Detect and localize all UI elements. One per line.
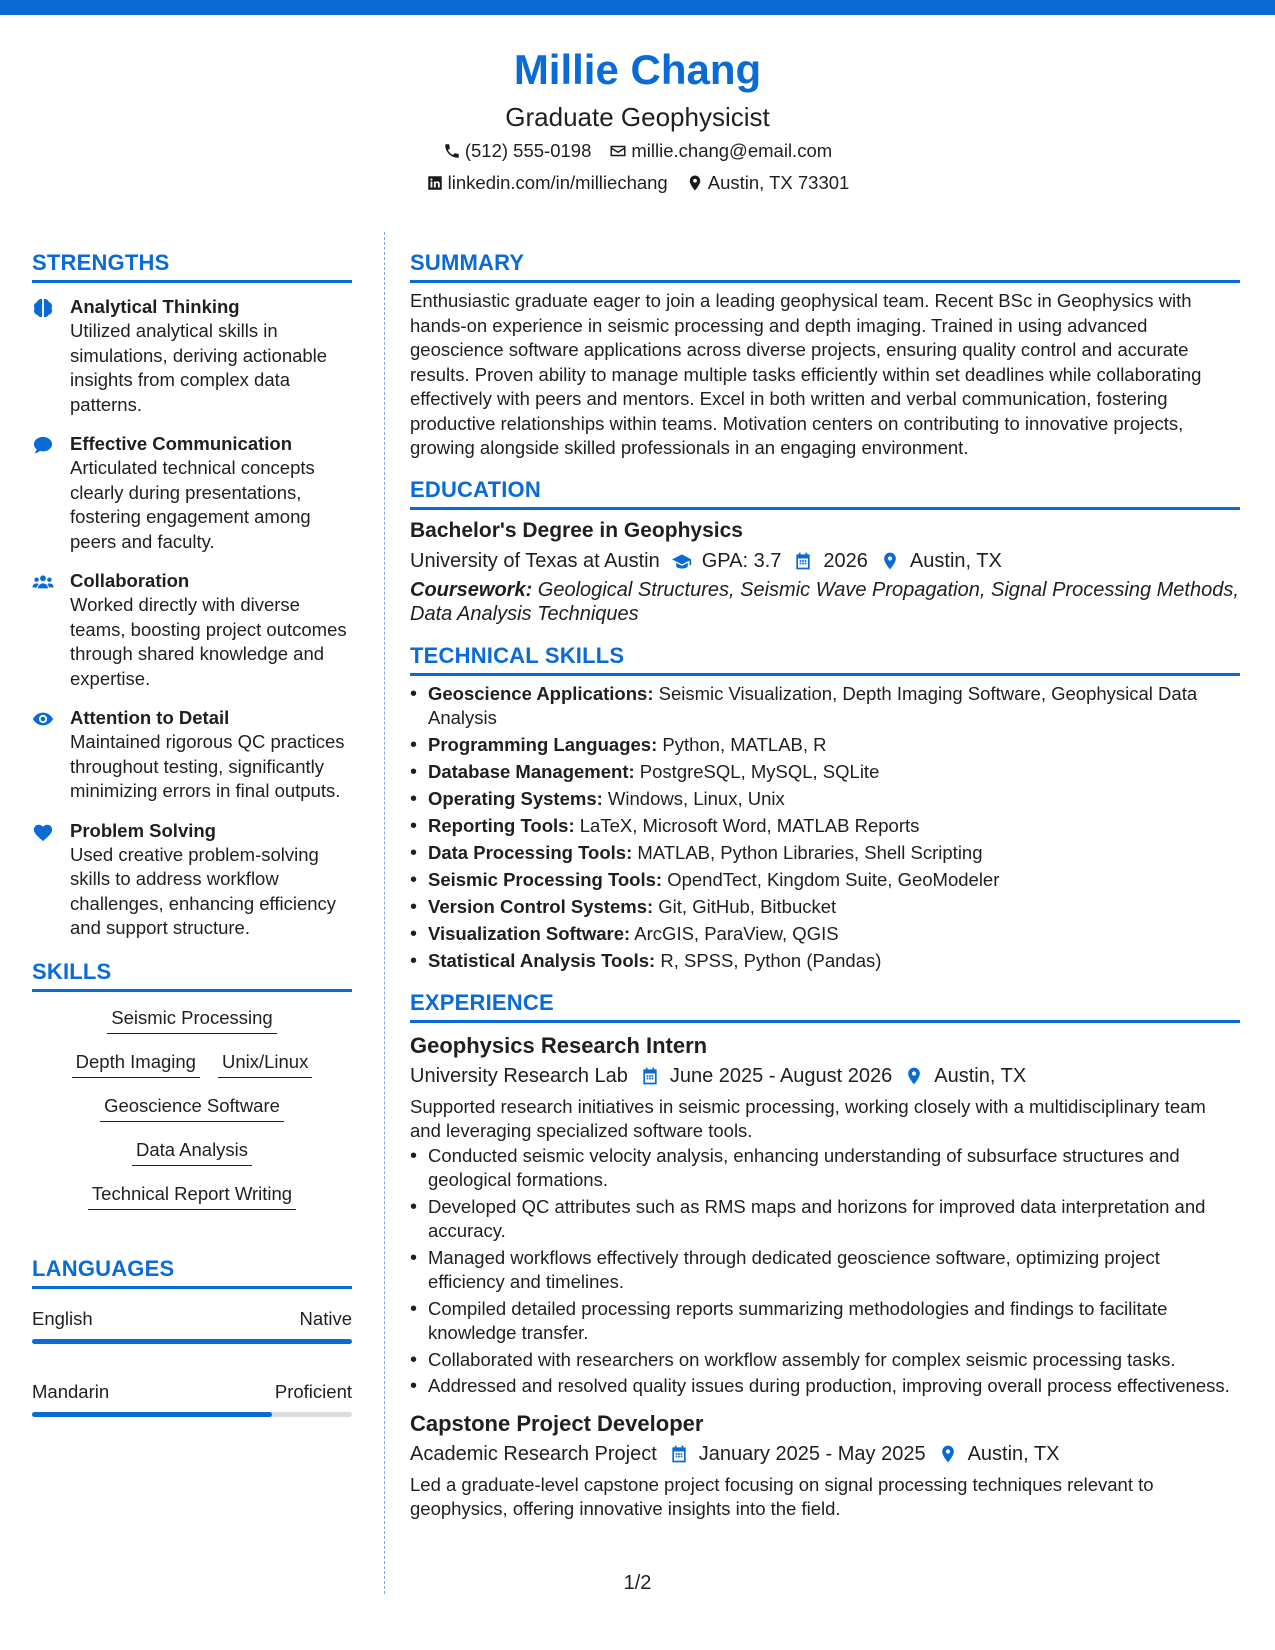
speech-bubble-icon [32,435,54,455]
tech-skill-item [410,949,1240,974]
calendar-icon [640,1066,660,1086]
strengths-list [32,295,352,941]
language-proficiency-bar [32,1339,352,1344]
language-level: Proficient [274,1380,352,1402]
language-level: Native [299,1307,352,1329]
tech-skill-value: Python, MATLAB, R [657,734,827,755]
map-pin-icon [938,1444,958,1464]
tech-skill-value: Git, GitHub, Bitbucket [653,896,837,917]
tech-skill-label: Version Control Systems: [428,896,654,917]
strength-item [32,819,352,941]
tech-skill-label: Programming Languages: [428,734,658,755]
job-meta [410,1439,1240,1469]
calendar-icon [793,551,813,571]
graduation-cap-icon [672,551,692,571]
job-bullets [410,1144,1240,1399]
contact-row-2 [0,168,1275,198]
experience-heading: EXPERIENCE [410,988,1240,1023]
skill-chip: Seismic Processing [107,1006,276,1034]
job-bullet: • Compiled detailed processing reports summarizing methodologies and findings to facilitate knowledge transfer. [410,1297,1240,1346]
tech-skill-item [410,868,1240,893]
degree-title: Bachelor's Degree in Geophysics [410,518,743,542]
job-summary: Led a graduate-level capstone project focusing on signal processing techniques relevant to geophysics, offering innovative insights into the field. [410,1473,1154,1519]
tech-skill-item [410,895,1240,920]
tech-skill-value: Seismic Visualization, Depth Imaging Software, Geophysical Data Analysis [428,682,1198,728]
column-divider [384,232,385,1594]
skill-chip: Data Analysis [132,1138,252,1166]
tech-skill-label: Geoscience Applications: [428,682,654,704]
coursework [410,578,1240,627]
strength-title: Analytical Thinking [70,296,240,317]
tech-skill-value: ArcGIS, ParaView, QGIS [630,923,839,944]
page-number: 1/2 [623,1572,652,1594]
language-proficiency-fill [32,1412,272,1417]
school-name: University of Texas at Austin [410,549,660,572]
skills-heading: SKILLS [32,957,352,992]
candidate-name: Millie Chang [513,46,762,93]
language-name: English [32,1307,93,1329]
strength-desc: Worked directly with diverse teams, boosting project outcomes through shared knowledge and expertise. [70,594,347,689]
skill-chip: Depth Imaging [72,1050,200,1078]
languages-heading: LANGUAGES [32,1254,352,1289]
users-icon [32,572,54,592]
tech-skill-value: OpendTect, Kingdom Suite, GeoModeler [662,869,1000,890]
envelope-icon [609,142,627,160]
job-bullet: • Collaborated with researchers on workflow assembly for complex seismic processing tasks. [410,1348,1240,1373]
gpa-text: GPA: 3.7 [701,549,782,572]
language-row [32,1380,352,1404]
tech-skill-item [410,682,1240,731]
tech-skill-label: Seismic Processing Tools: [428,869,663,890]
tech-skill-label: Visualization Software: [428,923,631,944]
skill-chip: Technical Report Writing [88,1182,296,1210]
top-accent-bar [0,0,1275,15]
linkedin-contact[interactable] [426,168,668,198]
strength-desc: Utilized analytical skills in simulations, deriving actionable insights from complex data patterns. [70,320,328,415]
tech-skill-value: Windows, Linux, Unix [602,788,785,809]
tech-skill-item [410,733,1240,758]
tech-skill-item [410,760,1240,785]
tech-skill-label: Reporting Tools: [428,815,575,836]
strength-desc: Used creative problem-solving skills to address workflow challenges, enhancing efficiency and support structure. [70,843,337,938]
strength-title: Problem Solving [70,819,216,841]
location-text: Austin, TX 73301 [707,172,850,193]
strength-item [32,432,352,554]
strength-title: Collaboration [70,570,190,591]
strength-item [32,569,352,691]
tech-skill-item [410,922,1240,947]
strength-title: Effective Communication [70,433,293,454]
strength-item [32,295,352,417]
tech-skill-value: R, SPSS, Python (Pandas) [655,950,882,971]
map-pin-icon [686,174,704,192]
tech-skill-value: MATLAB, Python Libraries, Shell Scripting [632,842,983,863]
eye-icon [32,709,54,729]
email-contact[interactable] [609,136,832,166]
linkedin-icon [426,174,444,192]
skill-chip: Geoscience Software [100,1094,284,1122]
tech-skill-label: Data Processing Tools: [428,842,633,863]
coursework-list: Geological Structures, Seismic Wave Propagation, Signal Processing Methods, Data Analysis Techniques [410,578,1239,625]
summary-text: Enthusiastic graduate eager to join a leading geophysical team. Recent BSc in Geophysics with hands-on experience in seismic processing and depth imaging. Trained in using advanced geoscience software applications across diverse projects, ensuring quality control and accurate results. Proven ability to manage multiple tasks efficiently within set deadlines while collaborating effectively with peers and mentors. Excel in both written and verbal communication, fostering productive relationships within teams. Motivation centers on contributing to innovative projects, growing alongside skilled professionals in an engaging environment. [410,290,1202,458]
right-column [410,248,1240,1536]
strengths-heading: STRENGTHS [32,248,352,283]
tech-skill-label: Operating Systems: [428,788,603,809]
tech-skill-label: Statistical Analysis Tools: [428,950,656,971]
brain-icon [32,298,54,318]
tech-skill-value: LaTeX, Microsoft Word, MATLAB Reports [574,815,920,836]
calendar-icon [669,1444,689,1464]
tech-skill-item [410,814,1240,839]
tech-skill-item [410,841,1240,866]
phone-icon [443,142,461,160]
left-column [32,248,352,1453]
job-bullet: • Conducted seismic velocity analysis, enhancing understanding of subsurface structures and geological formations. [410,1144,1240,1193]
job-dates: January 2025 - May 2025 [698,1442,926,1465]
phone-text: (512) 555-0198 [464,140,592,161]
job-org: Academic Research Project [410,1442,657,1465]
strength-item [32,706,352,804]
experience-section [410,988,1240,1522]
strength-desc: Articulated technical concepts clearly during presentations, fostering engagement among peers and faculty. [70,457,315,552]
tech-skill-value: PostgreSQL, MySQL, SQLite [634,761,880,782]
skills-list [32,1006,352,1210]
job-bullet: • Developed QC attributes such as RMS maps and horizons for improved data interpretation and accuracy. [410,1195,1240,1244]
job-title: Geophysics Research Intern [410,1032,708,1058]
education-section [410,475,1240,627]
graduation-year: 2026 [823,549,868,572]
education-heading: EDUCATION [410,475,1240,510]
language-proficiency-bar [32,1412,352,1417]
strength-desc: Maintained rigorous QC practices throughout testing, significantly minimizing errors in final outputs. [70,731,345,801]
summary-heading: SUMMARY [410,248,1240,283]
job-org: University Research Lab [410,1064,628,1087]
language-name: Mandarin [32,1380,110,1402]
education-meta [410,546,1240,576]
job-dates: June 2025 - August 2026 [669,1064,893,1087]
summary-section [410,248,1240,461]
job-location: Austin, TX [967,1442,1060,1465]
map-pin-icon [880,551,900,571]
heart-icon [32,822,54,842]
map-pin-icon [904,1066,924,1086]
education-location: Austin, TX [909,549,1002,572]
coursework-label: Coursework: [410,578,533,601]
candidate-title: Graduate Geophysicist [505,102,770,132]
languages-list [32,1307,352,1417]
technical-skills-heading: TECHNICAL SKILLS [410,641,1240,676]
skill-chip: Unix/Linux [218,1050,312,1078]
email-text: millie.chang@email.com [631,140,833,161]
job-summary: Supported research initiatives in seismic processing, working closely with a multidisciplinary team and leveraging specialized software tools. [410,1095,1206,1141]
job-title: Capstone Project Developer [410,1410,704,1436]
tech-skill-item [410,787,1240,812]
location-contact [686,168,850,198]
technical-skills-section [410,641,1240,974]
resume-header [0,40,1275,198]
language-row [32,1307,352,1331]
phone-contact[interactable] [443,136,592,166]
job-location: Austin, TX [934,1064,1027,1087]
technical-skills-list [410,682,1240,974]
tech-skill-label: Database Management: [428,761,635,782]
job-bullet: • Managed workflows effectively through dedicated geoscience software, optimizing project efficiency and timelines. [410,1246,1240,1295]
linkedin-text: linkedin.com/in/milliechang [447,172,668,193]
strength-title: Attention to Detail [70,707,230,728]
job-bullet: • Addressed and resolved quality issues during production, improving overall process effectiveness. [410,1374,1240,1399]
job-meta [410,1061,1240,1091]
contact-row-1 [0,136,1275,166]
language-proficiency-fill [32,1339,352,1344]
